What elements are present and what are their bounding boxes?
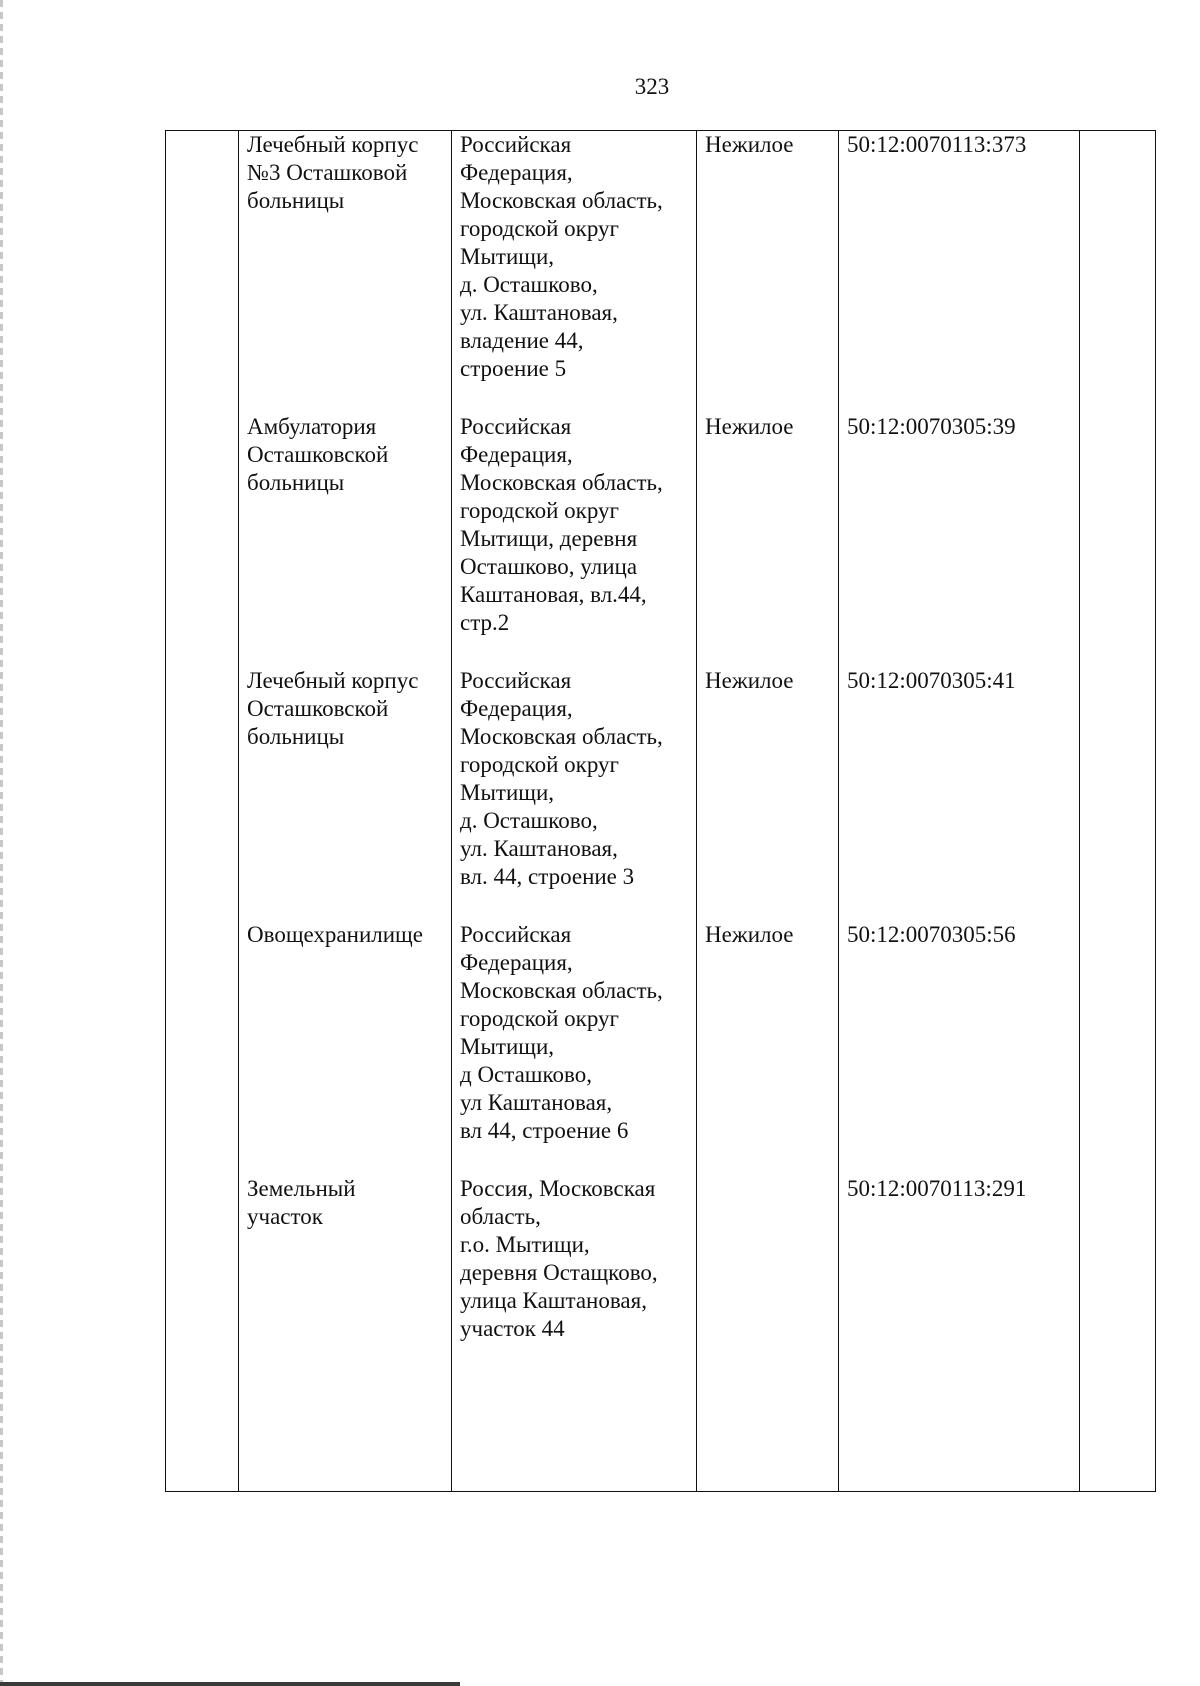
- page-number: 323: [634, 74, 670, 99]
- row-number-cell: [166, 131, 239, 384]
- extra-cell: [1080, 383, 1156, 637]
- scan-edge-left: [0, 0, 3, 1686]
- row-number-cell: [166, 1145, 239, 1492]
- property-registry-table: [165, 130, 1156, 1492]
- table-row: [166, 1145, 1156, 1492]
- row-number-cell: [166, 891, 239, 1145]
- purpose-cell: Нежилое: [697, 891, 839, 1145]
- object-name-cell: Лечебный корпус Осташковской больницы: [239, 637, 452, 891]
- scan-edge-bottom: [0, 1682, 460, 1686]
- address-cell: Российская Федерация, Московская область, городской округ Мытищи, деревня Осташково, улица Каштановая, вл.44, стр.2: [452, 383, 697, 637]
- row-number-cell: [166, 637, 239, 891]
- row-number-cell: [166, 383, 239, 637]
- address-cell: Россия, Московская область, г.о. Мытищи, деревня Остащково, улица Каштановая, участок 44: [452, 1145, 697, 1492]
- address-cell: Российская Федерация, Московская область, городской округ Мытищи, д. Осташково, ул. Каштановая, вл. 44, строение 3: [452, 637, 697, 891]
- purpose-cell: Нежилое: [697, 131, 839, 384]
- purpose-cell: Нежилое: [697, 637, 839, 891]
- object-name-cell: Овощехранилище: [239, 891, 452, 1145]
- object-name-cell: Земельный участок: [239, 1145, 452, 1492]
- extra-cell: [1080, 1145, 1156, 1492]
- table-row: [166, 891, 1156, 1145]
- cadastral-number-cell: 50:12:0070305:39: [839, 383, 1080, 637]
- extra-cell: [1080, 891, 1156, 1145]
- object-name-cell: Амбулатория Осташковской больницы: [239, 383, 452, 637]
- cadastral-number-cell: 50:12:0070305:41: [839, 637, 1080, 891]
- purpose-cell: [697, 1145, 839, 1492]
- address-cell: Российская Федерация, Московская область, городской округ Мытищи, д Осташково, ул Каштановая, вл 44, строение 6: [452, 891, 697, 1145]
- address-cell: Российская Федерация, Московская область, городской округ Мытищи, д. Осташково, ул. Каштановая, владение 44, строение 5: [452, 131, 697, 384]
- table-row: [166, 383, 1156, 637]
- cadastral-number-cell: 50:12:0070305:56: [839, 891, 1080, 1145]
- table-row: [166, 637, 1156, 891]
- extra-cell: [1080, 131, 1156, 384]
- cadastral-number-cell: 50:12:0070113:291: [839, 1145, 1080, 1492]
- purpose-cell: Нежилое: [697, 383, 839, 637]
- object-name-cell: Лечебный корпус №3 Осташковой больницы: [239, 131, 452, 384]
- extra-cell: [1080, 637, 1156, 891]
- cadastral-number-cell: 50:12:0070113:373: [839, 131, 1080, 384]
- table-row: [166, 131, 1156, 384]
